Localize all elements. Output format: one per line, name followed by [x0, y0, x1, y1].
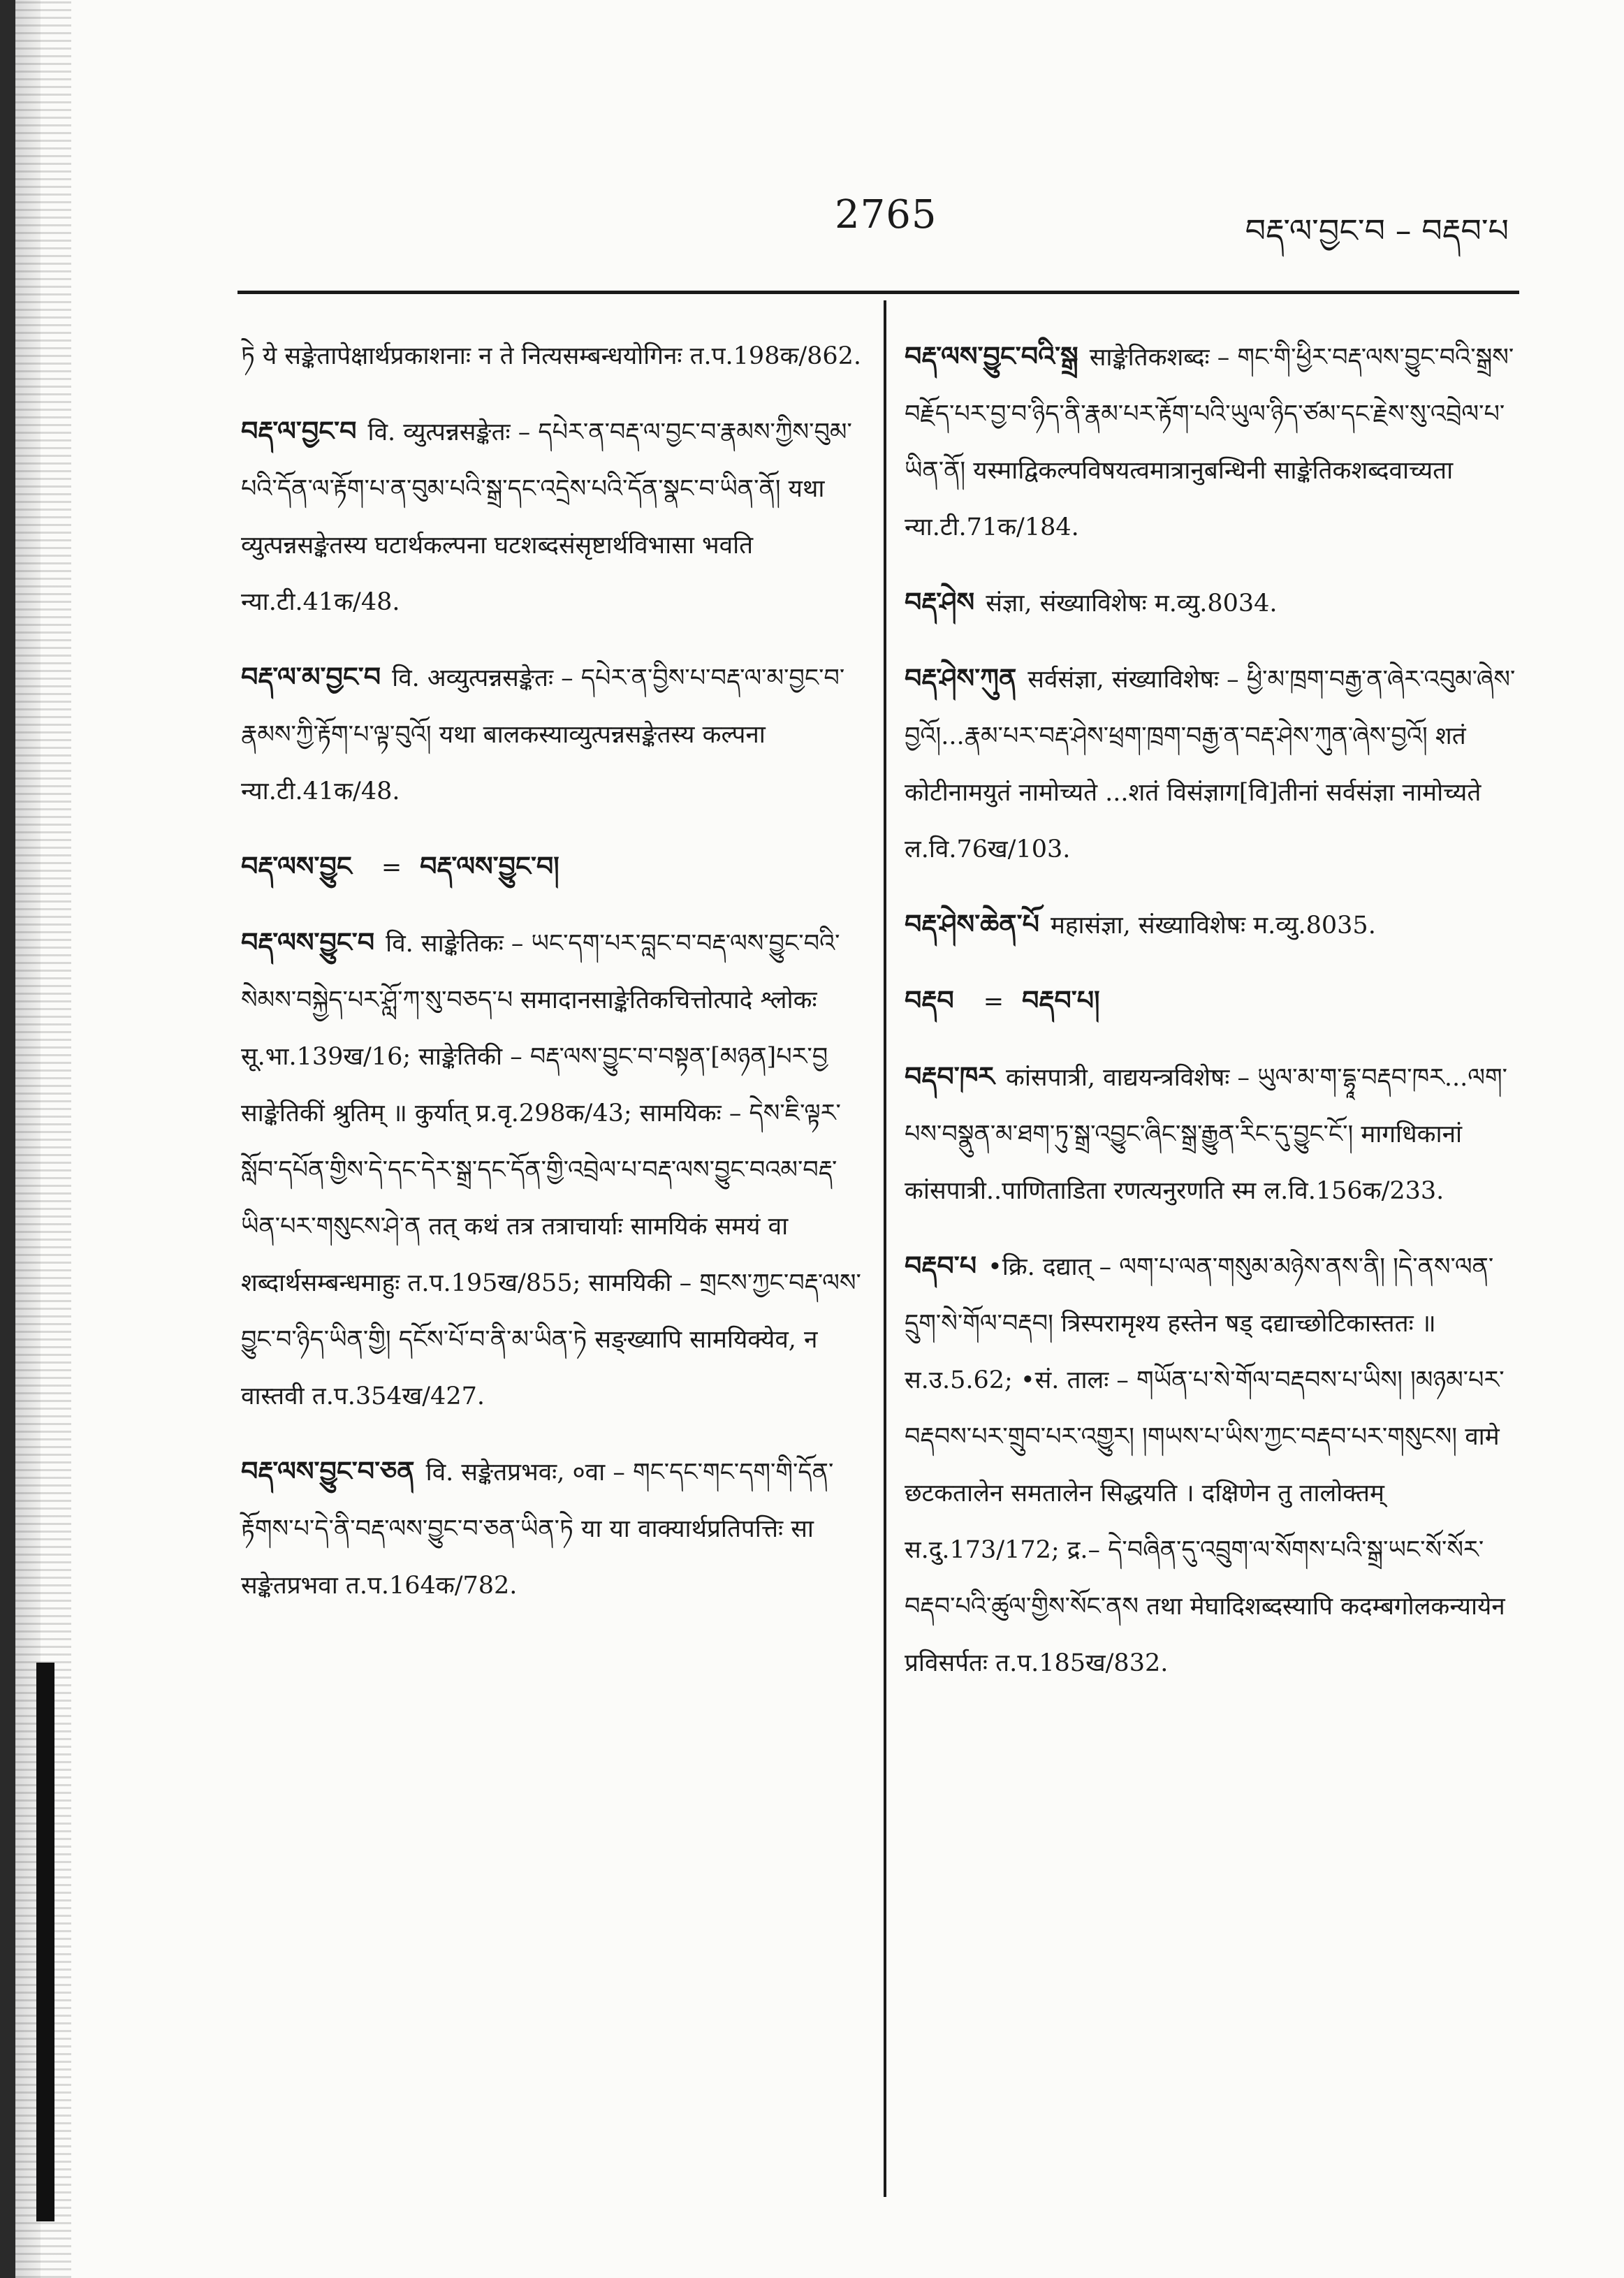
entry-headword: བརྡ་ལ་བྱང་བ — [241, 416, 357, 446]
entry-text: वि. अव्युत्पन्नसङ्केतः – དཔེར་ན་བྱིས་པ་བརྡ་ལ་མ་བྱང་བ་རྣམས་ཀྱི་རྟོག་པ་ལྟ་བུའོ། यथा बालकस्याव्युत्पन्नसङ्केतस्य कल्पना न्या.टी.41क/48. — [241, 664, 845, 805]
equals-sign: = — [983, 988, 1004, 1016]
entry-headword: བརྡ་ལས་བྱུང་བ — [241, 927, 375, 958]
column-divider — [884, 300, 886, 2197]
cross-reference-entry — [241, 838, 863, 896]
entry-text: कांसपात्री, वाद्ययन्त्रविशेषः – ཡུལ་མ་ག་དྷཱ་བརྡབ་ཁར...ལག་པས་བསྣུན་མ་ཐག་ཏུ་སྒྲ་འབྱུང་ཞིང་སྒྲ་རྒྱུན་རིང་དུ་བྱུང་ངོ་། मागधिकानां कांसपात्री..पाणिताडिता रणत्यनुरणति स्म ल.वि.156क/233. — [905, 1064, 1507, 1205]
header-rule — [237, 291, 1519, 294]
dictionary-entry — [241, 1443, 863, 1614]
entry-text: वि. व्युत्पन्नसङ्केतः – དཔེར་ན་བརྡ་ལ་བྱང་བ་རྣམས་ཀྱིས་བུམ་པའི་དོན་ལ་རྟོག་པ་ན་བུམ་པའི་སྒྲ་དང་འདྲེས་པའི་དོན་སྣང་བ་ཡིན་ནོ། यथा व्युत्पन्नसङ्केतस्य घटार्थकल्पना घटशब्दसंसृष्टार्थविभासा भवति न्या.टी.41क/48. — [241, 418, 852, 616]
entry-text: महासंज्ञा, संख्याविशेषः म.व्यु.8035. — [1050, 912, 1376, 940]
entry-headword: བརྡབ — [905, 985, 954, 1016]
entry-headword: བརྡ་ལས་བྱུང་བའི་སྒྲ — [905, 341, 1078, 372]
dictionary-entry — [905, 328, 1526, 556]
cross-reference-target: བརྡ་ལས་བྱུང་བ། — [420, 851, 559, 882]
dictionary-entry — [905, 1238, 1526, 1692]
dictionary-entry — [241, 649, 863, 820]
entry-headword: བརྡ་ཤེས་ཀུན — [905, 663, 1017, 694]
left-column — [241, 328, 863, 1633]
book-spine-shadow — [0, 0, 15, 2278]
equals-sign: = — [381, 854, 402, 882]
dictionary-entry — [905, 574, 1526, 632]
entry-text: वि. सङ्केतप्रभवः, ०वा – གང་དང་གང་དག་གི་དོན་རྟོགས་པ་དེ་ནི་བརྡ་ལས་བྱུང་བ་ཅན་ཡིན་ཏེ या या वाक्यार्थप्रतिपत्तिः सा सङ्केतप्रभवा त.प.164क/782. — [241, 1459, 834, 1600]
cross-reference-entry — [905, 972, 1526, 1030]
entry-headword: བརྡབ་པ — [905, 1250, 977, 1281]
entry-text: ཏེ ये सङ्केतापेक्षार्थप्रकाशनाः न ते नित्यसम्बन्धयोगिनः त.प.198क/862. — [241, 342, 862, 370]
entry-text: साङ्केतिकशब्दः – གང་གི་ཕྱིར་བརྡ་ལས་བྱུང་བའི་སྒྲས་བརྗོད་པར་བྱ་བ་ཉིད་ནི་རྣམ་པར་རྟོག་པའི་ཡུལ་ཉིད་ཙམ་དང་རྗེས་སུ་འབྲེལ་པ་ཡིན་ནོ། यस्माद्विकल्पविषयत्वमात्रानुबन्धिनी साङ्केतिकशब्दवाच्यता न्या.टी.71क/184. — [905, 344, 1514, 541]
entry-headword: བརྡ་ལས་བྱུང — [241, 851, 352, 882]
dictionary-entry — [905, 896, 1526, 954]
dictionary-entry — [241, 328, 863, 385]
entry-headword: བརྡབ་ཁར — [905, 1061, 995, 1092]
entry-headword: བརྡ་ཤེས — [905, 587, 975, 618]
entry-text: वि. साङ्केतिकः – ཡང་དག་པར་བླང་བ་བརྡ་ལས་བྱུང་བའི་སེམས་བསྐྱེད་པར་ཤློ་ཀ་སུ་བཅད་པ समादानसाङ्केतिकचित्तोत्पादे श्लोकः सू.भा.139ख/16; साङ्केतिकी – བརྡ་ལས་བྱུང་བ་བསྟན་[མཉན]པར་བྱ साङ्केतिकीं श्रुतिम् ॥ कुर्यात् प्र.वृ.298क/43; सामयिकः – དེས་ཇི་ལྟར་སློབ་དཔོན་གྱིས་དེ་དང་དེར་སྒྲ་དང་དོན་གྱི་འབྲེལ་པ་བརྡ་ལས་བྱུང་བའམ་བརྡ་ཡིན་པར་གསུངས་ཤེ་ན तत् कथं तत्र तत्राचार्याः सामयिकं समयं वा शब्दार्थसम्बन्धमाहुः त.प.195ख/855; सामयिकी – གྲངས་ཀྱང་བརྡ་ལས་བྱུང་བ་ཉིད་ཡིན་གྱི། དངོས་པོ་བ་ནི་མ་ཡིན་ཏེ सङ्ख्यापि सामयिक्येव, न वास्तवी त.प.354ख/427. — [241, 930, 861, 1410]
cross-reference-target: བརྡབ་པ། — [1022, 985, 1100, 1016]
dictionary-entry — [905, 1049, 1526, 1220]
entry-headword: བརྡ་ལ་མ་བྱང་བ — [241, 662, 381, 692]
entry-text: •क्रि. दद्यात् – ལག་པ་ལན་གསུམ་མཉེས་ནས་ནི། །དེ་ནས་ལན་དྲུག་སེ་གོལ་བརྡབ། त्रिस्परामृश्य हस्तेन षड् दद्याच्छोटिकास्ततः ॥ स.उ.5.62; •सं. तालः – གཡོན་པ་སེ་གོལ་བརྡབས་པ་ཡིས། །མཉམ་པར་བརྡབས་པར་གྲུབ་པར་འགྱུར། །གཡས་པ་ཡིས་ཀྱང་བརྡབ་པར་གསུངས། वामे छटकतालेन समतालेन सिद्धयति । दक्षिणेन तु तालोक्तम् स.दु.173/172; द्र.– དེ་བཞིན་དུ་འབྲུག་ལ་སོགས་པའི་སྒྲ་ཡང་སོ་སོར་བརྡབ་པའི་ཚུལ་གྱིས་སོང་ནས तथा मेघादिशब्दस्यापि कदम्बगोलकन्यायेन प्रविसर्पतः त.प.185ख/832. — [905, 1253, 1505, 1677]
running-head: བརྡ་ལ་བྱང་བ – བརྡབ་པ — [1245, 212, 1509, 249]
dictionary-entry — [241, 403, 863, 631]
entry-text: संज्ञा, संख्याविशेषः म.व्यु.8034. — [986, 590, 1278, 618]
dictionary-entry — [241, 914, 863, 1425]
right-column — [905, 328, 1526, 1710]
dictionary-entry — [905, 650, 1526, 878]
entry-text: सर्वसंज्ञा, संख्याविशेषः – ཕྱི་མ་ཁྲག་བརྒྱ་ན་ཞེར་འབུམ་ཞེས་བྱའོ།...རྣམ་པར་བརྡ་ཤེས་ཕྲག་ཁྲག་བརྒྱ་ན་བརྡ་ཤེས་ཀུན་ཞེས་བྱའོ། शतं कोटीनामयुतं नामोच्यते ...शतं विसंज्ञाग[वि]तीनां सर्वसंज्ञा नामोच्यते ल.वि.76ख/103. — [905, 666, 1516, 863]
entry-headword: བརྡ་ཤེས་ཆེན་པོ — [905, 909, 1039, 940]
entry-headword: བརྡ་ལས་བྱུང་བ་ཅན — [241, 1456, 415, 1487]
page-number: 2765 — [835, 192, 937, 238]
binding-mark — [36, 1663, 54, 2221]
